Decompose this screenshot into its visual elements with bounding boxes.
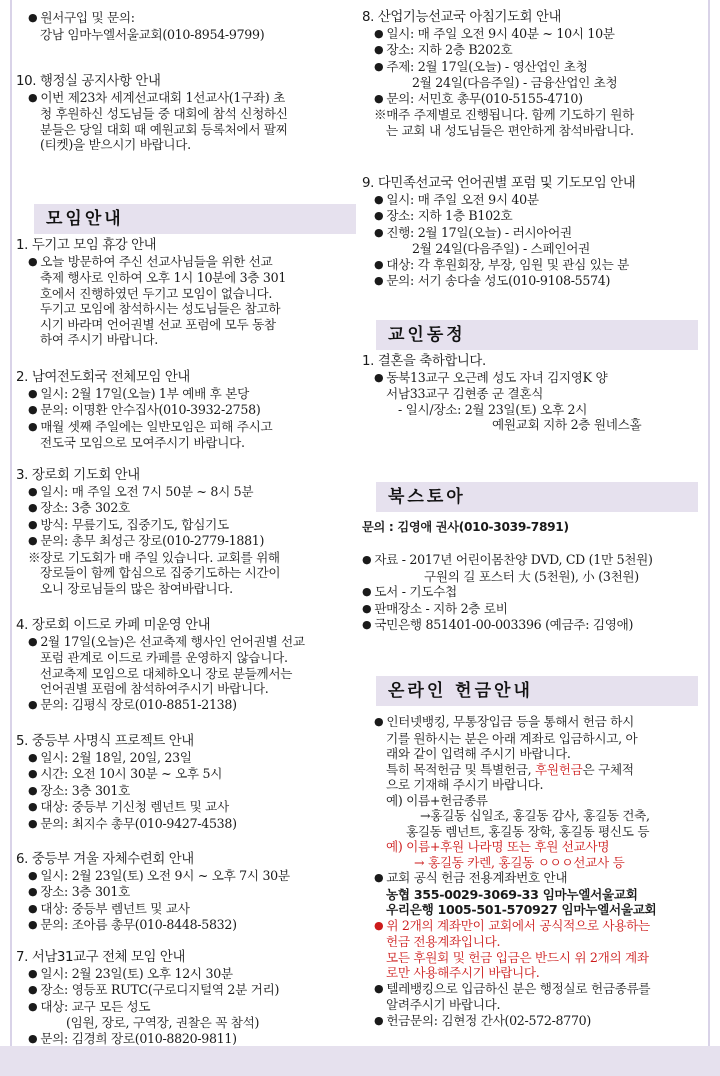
offering-block [362,714,702,1029]
bullet-item: ● 일시: 매 주일 오전 9시 40분 ~ 10시 10분 [362,26,702,43]
offering-line [362,762,702,778]
item-title: 9. 다민족선교국 언어권별 포럼 및 기도모임 안내 [362,176,636,191]
text-line: 서남33교구 김현종 군 결혼식 [386,386,544,401]
bullet-item: ● 도서 - 기도수첩 [362,584,702,601]
text-line: 구원의 길 포스터 大 (5천원), 小 (3천원) [424,568,639,584]
bullet-item: ● 대상: 교구 모든 성도 [16,999,356,1016]
meeting-item-7 [16,950,356,1047]
text-line: 분들은 당일 대회 때 예원교회 등록처에서 팔찌 [40,121,288,137]
bullet-item: ● 문의: 김경희 장로(010-8820-9811) [16,1031,356,1048]
offering-line: 모든 후원회 및 헌금 입금은 반드시 위 2개의 계좌 [386,949,649,965]
offering-line: 홍길동 렘넌트, 홍길동 장학, 홍길동 평신도 등 [406,823,650,839]
bullet-item: ● 이번 제23차 세계선교대회 1선교사(1구좌) 초 [16,90,356,107]
text-line: 강남 임마누엘서울교회(010-8954-9799) [40,26,265,42]
offering-line: →홍길동 십일조, 홍길동 감사, 홍길동 건축, [420,808,650,823]
offering-line: ● 텔레뱅킹으로 입금하신 분은 행정실로 헌금종류를 [362,981,702,998]
meeting-item-4 [16,618,356,713]
bullet-item: ● 2월 17일(오늘)은 선교축제 행사인 언어권별 선교 [16,634,356,651]
meeting-item-6 [16,852,356,934]
account-woori: 우리은행 1005-501-570927 임마누엘서울교회 [386,902,657,917]
bullet-item: ● 대상: 중등부 렘넌트 및 교사 [16,901,356,918]
text-line: (임원, 장로, 구역장, 권찰은 꼭 참석) [66,1015,260,1030]
text-line: 선교축제 모임으로 대체하오니 장로 분들께서는 [40,665,293,681]
bullet-item: ● 장소: 3층 301호 [16,783,356,800]
item-title: 4. 장로회 이드로 카페 미운영 안내 [16,618,211,633]
item-title: 2. 남여전도회국 전체모임 안내 [16,370,190,385]
bullet-item: ● 장소: 3층 302호 [16,500,356,517]
bullet-item: ● 문의: 서민호 총무(010-5155-4710) [362,91,702,108]
offering-line: 알려주시기 바랍니다. [386,997,501,1012]
bullet-item: ● 대상: 중등부 기신청 렘넌트 및 교사 [16,799,356,816]
text-line: 두기고 모임에 참석하시는 성도님들은 참고하 [40,301,281,316]
bullet-item: ● 일시: 2월 17일(오늘) 1부 예배 후 본당 [16,386,356,403]
bullet-item: ● 진행: 2월 17일(오늘) - 러시아어권 [362,225,702,242]
bullet-item: ● 원서구입 및 문의: [16,10,356,27]
bullet-item: ● 문의: 총무 최성근 장로(010-2779-1881) [16,533,356,550]
offering-line: 헌금 전용계좌입니다. [386,934,501,949]
text-line: ※장로 기도회가 매 주일 있습니다. 교회를 위해 [28,549,280,565]
offering-text: 특히 목적헌금 및 특별헌금, [386,761,536,777]
meeting-item-3 [16,468,356,596]
text-line: 전도국 모임으로 모여주시기 바랍니다. [40,435,245,450]
text-line: 청 후원하신 성도님들 중 대회에 참석 신청하신 [40,106,288,121]
text-line: 포럼 관계로 이드로 카페를 운영하지 않습니다. [40,650,288,665]
intro-block [16,10,356,42]
bullet-item: ● 일시: 매 주일 오전 9시 40분 [362,192,702,209]
section-title-meetings: 모임안내 [34,204,356,234]
offering-line: → 홍길동 카렌, 홍길동 ㅇㅇㅇ선교사 등 [414,854,625,870]
text-line: 예원교회 지하 2층 원네스홀 [492,417,642,432]
text-line: 하여 주시기 바랍니다. [40,332,158,347]
section-title-online-offering: 온라인 헌금안내 [376,676,698,706]
offering-line: ● 위 2개의 계좌만이 교회에서 공식적으로 사용하는 [362,918,702,935]
text-line: ※매주 주제별로 진행됩니다. 함께 기도하기 원하 [374,107,634,122]
offering-line: 래와 같이 입력해 주시기 바랍니다. [386,746,571,761]
text-line: 축제 행사로 인하여 오후 1시 10분에 3층 301 [40,270,287,285]
item-title: 3. 장로회 기도회 안내 [16,468,140,483]
notice-10 [16,74,356,153]
text-line: (티켓)을 받으시기 바랍니다. [40,137,191,152]
bullet-item: ● 자료 - 2017년 어린이몸찬양 DVD, CD (1만 5천원) [362,552,702,569]
meeting-item-1 [16,238,356,348]
item-title: 8. 산업기능선교국 아침기도회 안내 [362,10,562,25]
text-line: 시기 바라며 언어권별 선교 포럼에 모두 동참 [40,316,276,332]
text-line: 장로들이 함께 합심으로 집중기도하는 시간이 [40,565,281,580]
bullet-item: ● 문의: 최지수 총무(010-9427-4538) [16,816,356,833]
section-title-bookstore: 북스토아 [376,482,698,512]
bullet-item: ● 주제: 2월 17일(오늘) - 영산업인 초청 [362,59,702,76]
bullet-item: ● 대상: 각 후원회장, 부장, 임원 및 관심 있는 분 [362,257,702,274]
offering-text: 은 구체적 [582,761,634,777]
bullet-item: ● 매월 셋째 주일에는 일반모임은 피해 주시고 [16,419,356,436]
bullet-item: ● 문의: 서기 송다솔 성도(010-9108-5574) [362,273,702,290]
text-line: 2월 24일(다음주일) - 스페인어권 [412,241,590,256]
item-title: 1. 두기고 모임 휴강 안내 [16,238,157,253]
bullet-item: ● 일시: 2월 23일(토) 오전 9시 ~ 오후 7시 30분 [16,868,356,885]
text-line: 오니 장로님들의 많은 참여바랍니다. [40,580,233,596]
item-title: 6. 중등부 겨울 자체수련회 안내 [16,852,194,867]
bullet-item: ● 문의: 조아름 총무(010-8448-5832) [16,917,356,934]
offering-line: 로만 사용해주시기 바랍니다. [386,965,540,980]
text-line: - 일시/장소: 2월 23일(토) 오후 2시 [398,401,588,417]
meeting-item-2 [16,370,356,451]
bullet-item: ● 장소: 지하 1층 B102호 [362,208,702,225]
offering-line: 기를 원하시는 분은 아래 계좌로 입금하시고, 아 [386,730,638,746]
offering-line: ● 교회 공식 헌금 전용계좌번호 안내 [362,870,702,887]
bookstore-contact: 문의 : 김영애 권사(010-3039-7891) [362,520,569,534]
offering-line: ● 헌금문의: 김현정 간사(02-572-8770) [362,1013,702,1030]
meeting-item-5 [16,734,356,832]
offering-line: 예) 이름+후원 나라명 또는 후원 선교사명 [386,839,610,854]
footer-bar [0,1046,720,1076]
bullet-item: ● 오늘 방문하여 주신 선교사님들을 위한 선교 [16,254,356,271]
item-title: 5. 중등부 사명식 프로젝트 안내 [16,734,194,749]
text-line: 2월 24일(다음주일) - 금융산업인 초청 [412,75,618,90]
item-title: 10. 행정실 공지사항 안내 [16,74,161,89]
section-title-member-news: 교인동정 [376,320,698,350]
wedding-notice [362,354,702,433]
bullet-item: ● 시간: 오전 10시 30분 ~ 오후 5시 [16,766,356,783]
account-nonghyup: 농협 355-0029-3069-33 임마누엘서울교회 [386,886,638,902]
bullet-item: ● 일시: 2월 18일, 20일, 23일 [16,750,356,767]
bullet-item: ● 장소: 영등포 RUTC(구로디지털역 2분 거리) [16,982,356,999]
bullet-item: ● 국민은행 851401-00-003396 (예금주: 김영애) [362,617,702,634]
bookstore-list [362,552,702,634]
meeting-item-9 [362,176,702,290]
bullet-item: ● 일시: 매 주일 오전 7시 50분 ~ 8시 5분 [16,484,356,501]
meeting-item-8 [362,10,702,138]
bullet-item: ● 문의: 김평식 장로(010-8851-2138) [16,697,356,714]
offering-line: 예) 이름+헌금종류 [386,792,488,808]
text-line: 언어권별 포럼에 참석하여주시기 바랍니다. [40,681,269,696]
bullet-item: ● 동북13교구 오근례 성도 자녀 김지영K 양 [362,370,702,387]
bullet-item: ● 방식: 무릎기도, 집중기도, 합심기도 [16,517,356,534]
item-title: 1. 결혼을 축하합니다. [362,354,486,369]
bullet-item: ● 장소: 3층 301호 [16,884,356,901]
offering-line: ● 인터넷뱅킹, 무통장입금 등을 통해서 헌금 하시 [362,714,702,731]
bullet-item: ● 문의: 이명환 안수집사(010-3932-2758) [16,402,356,419]
offering-line: 으로 기재해 주시기 바랍니다. [386,777,544,792]
text-line: 는 교회 내 성도님들은 편안하게 참석바랍니다. [386,122,634,138]
text-line: 호에서 진행하였던 두기고 모임이 없습니다. [40,285,273,301]
bullet-item: ● 장소: 지하 2층 B202호 [362,42,702,59]
bullet-item: ● 판매장소 - 지하 2층 로비 [362,601,702,618]
offering-highlight: 후원헌금 [535,761,583,777]
bullet-item: ● 일시: 2월 23일(토) 오후 12시 30분 [16,966,356,983]
item-title: 7. 서남31교구 전체 모임 안내 [16,950,185,965]
